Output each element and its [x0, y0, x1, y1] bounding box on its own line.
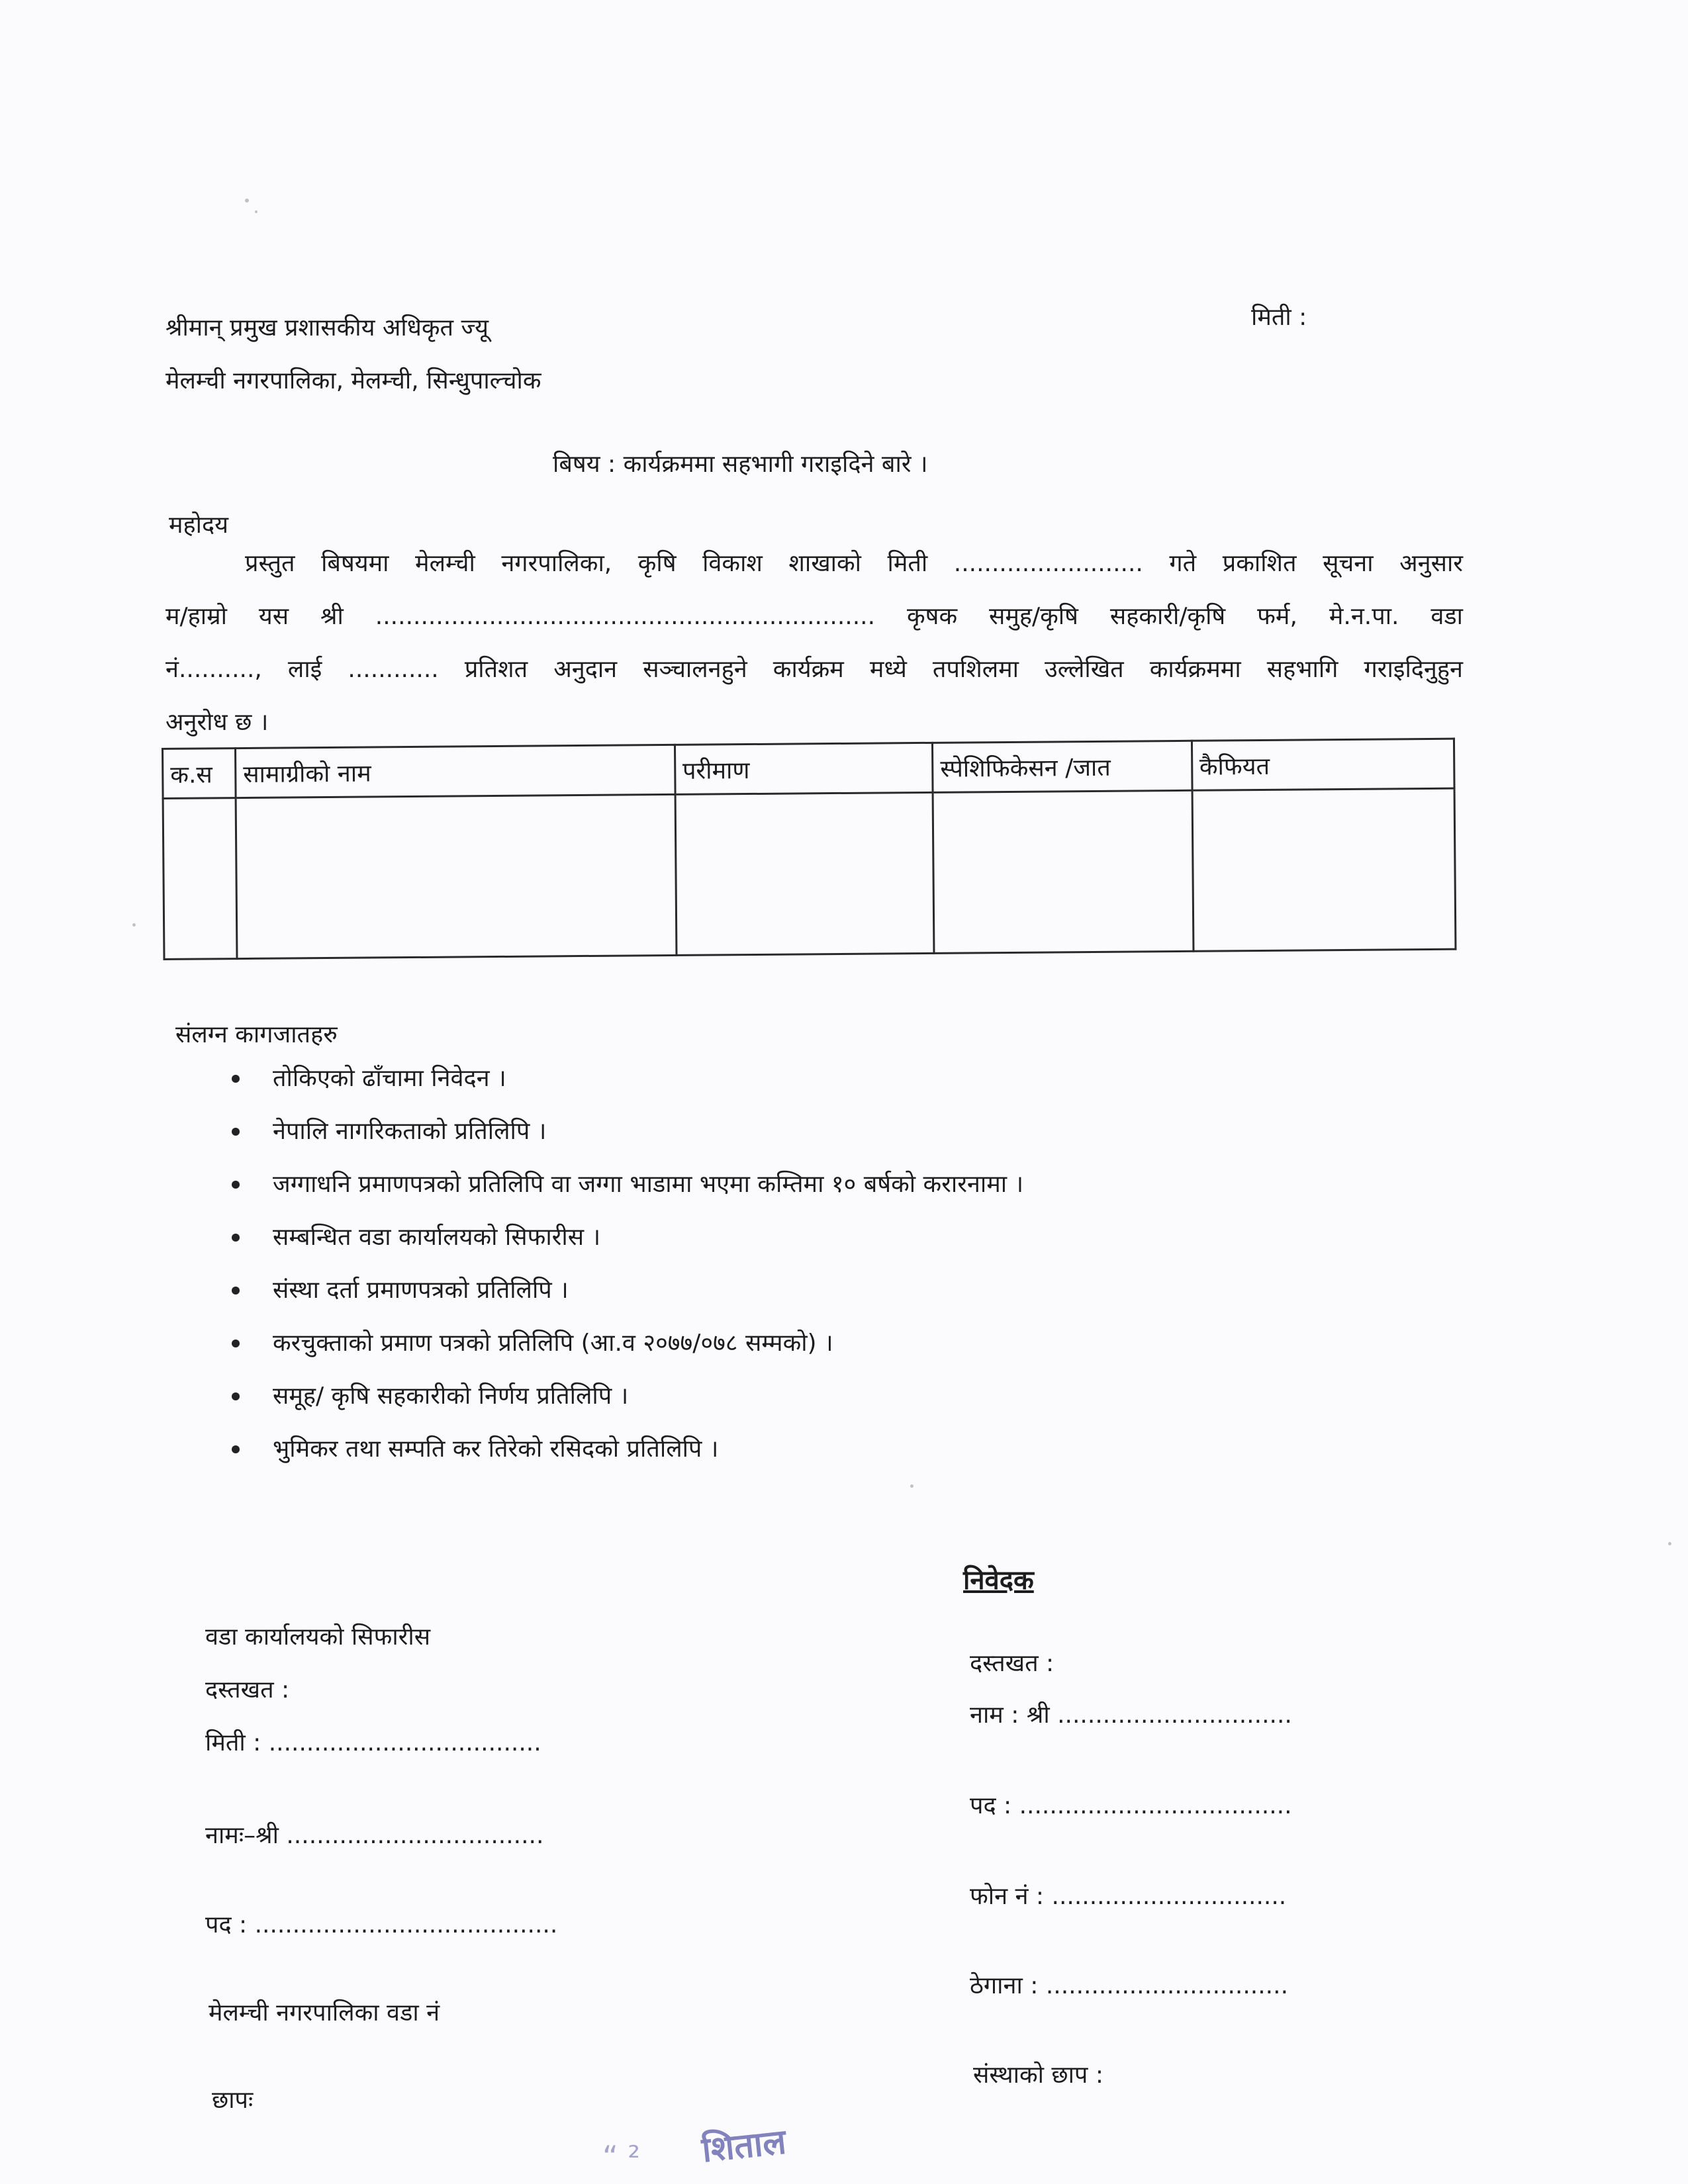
applicant-signature-field[interactable]: दस्तखत : — [970, 1650, 1055, 1677]
attachment-text: करचुक्ताको प्रमाण पत्रको प्रतिलिपि (आ.व २०७७/०७८ सम्मको) । — [273, 1330, 833, 1357]
cell-serial[interactable] — [163, 798, 237, 960]
scan-speck — [132, 923, 136, 927]
cell-item-name[interactable] — [236, 794, 677, 958]
ward-title: वडा कार्यालयको सिफारीस — [205, 1623, 431, 1651]
header-specification: स्पेशिफिकेसन /जात — [933, 741, 1192, 792]
scan-speck — [910, 1484, 914, 1488]
applicant-org-stamp-field[interactable]: संस्थाको छाप : — [973, 2062, 1103, 2089]
list-item — [232, 1158, 1023, 1211]
ward-signature-field[interactable]: दस्तखत : — [205, 1676, 290, 1704]
attachments-list — [232, 1052, 1023, 1476]
bullet-icon — [232, 1075, 240, 1083]
applicant-post-field[interactable]: पद : .................................... — [970, 1792, 1292, 1819]
list-item — [232, 1105, 1023, 1158]
bullet-icon — [232, 1340, 240, 1347]
bullet-icon — [232, 1181, 240, 1189]
body-paragraph — [165, 537, 1463, 749]
cell-remarks[interactable] — [1192, 788, 1456, 951]
official-stamp: शिताल — [700, 2122, 788, 2171]
body-line-3: नं.........., लाई ............ प्रतिशत अनुदान सञ्चालनहुने कार्यक्रम मध्ये तपशिलमा उल्लेखित कार्यक्रममा सहभागि गराइदिनुहुन — [165, 656, 1463, 683]
applicant-address-field[interactable]: ठेगाना : ................................ — [970, 1972, 1289, 1999]
header-remarks: कैफियत — [1192, 739, 1454, 790]
bullet-icon — [232, 1287, 240, 1295]
body-line-1: प्रस्तुत बिषयमा मेलम्ची नगरपालिका, कृषि विकाश शाखाको मिती ......................... गते प्रकाशित सूचना अनुसार — [245, 550, 1463, 577]
addressee-line-2: मेलम्ची नगरपालिका, मेलम्ची, सिन्धुपाल्चोक — [165, 367, 541, 394]
attachment-text: संस्था दर्ता प्रमाणपत्रको प्रतिलिपि । — [273, 1277, 569, 1304]
salutation: महोदय — [169, 512, 228, 539]
attachment-text: नेपालि नागरिकताको प्रतिलिपि । — [273, 1118, 547, 1145]
header-item-name: सामाग्रीको नाम — [235, 745, 675, 797]
attachment-text: समूह/ कृषि सहकारीको निर्णय प्रतिलिपि । — [273, 1383, 629, 1410]
bullet-icon — [232, 1128, 240, 1136]
table-row — [163, 788, 1456, 959]
scan-speck — [245, 199, 249, 203]
attachment-text: सम्बन्धित वडा कार्यालयको सिफारीस । — [273, 1224, 601, 1251]
date-label: मिती : — [1251, 304, 1307, 331]
ward-post-field[interactable]: पद : ........................................ — [205, 1911, 558, 1938]
list-item — [232, 1264, 1023, 1317]
cell-quantity[interactable] — [675, 792, 934, 955]
applicant-title: निवेदक — [963, 1565, 1034, 1596]
applicant-phone-field[interactable]: फोन नं : ............................... — [970, 1883, 1287, 1910]
subject-line: बिषय : कार्यक्रममा सहभागी गराइदिने बारे । — [553, 451, 928, 478]
bullet-icon — [232, 1234, 240, 1242]
list-item — [232, 1317, 1023, 1370]
attachments-title: संलग्न कागजातहरु — [175, 1021, 338, 1048]
cell-specification[interactable] — [933, 790, 1193, 953]
applicant-name-field[interactable]: नाम : श्री ............................... — [970, 1702, 1292, 1729]
header-quantity: परीमाण — [675, 743, 933, 794]
ward-date-field[interactable]: मिती : .................................... — [205, 1729, 541, 1756]
ward-name-field[interactable]: नामः–श्री .................................. — [205, 1822, 544, 1849]
attachment-text: भुमिकर तथा सम्पति कर तिरेको रसिदको प्रतिलिपि । — [273, 1435, 719, 1463]
ward-stamp-field[interactable]: छापः — [212, 2087, 254, 2114]
body-line-4: अनुरोध छ । — [165, 709, 269, 736]
list-item — [232, 1211, 1023, 1264]
attachment-text: जग्गाधनि प्रमाणपत्रको प्रतिलिपि वा जग्गा भाडामा भएमा कम्तिमा १० बर्षको करारनामा । — [273, 1171, 1024, 1198]
attachment-text: तोकिएको ढाँचामा निवेदन । — [273, 1065, 506, 1092]
items-table — [162, 738, 1456, 960]
scan-speck — [255, 210, 258, 213]
bullet-icon — [232, 1392, 240, 1400]
body-line-2: म/हाम्रो यस श्री .................................................................. कृषक समुह/कृषि सहकारी/कृषि फर्म, मे.न.पा. वडा — [165, 603, 1463, 630]
bullet-icon — [232, 1445, 240, 1453]
list-item — [232, 1052, 1023, 1105]
addressee-line-1: श्रीमान् प्रमुख प्रशासकीय अधिकृत ज्यू — [165, 314, 489, 341]
header-serial: क.स — [163, 749, 236, 799]
stamp-mark-icon: “ ² — [602, 2139, 640, 2175]
scan-speck — [1668, 1542, 1671, 1545]
ward-municipality-field[interactable]: मेलम्ची नगरपालिका वडा नं — [209, 1999, 440, 2026]
list-item — [232, 1370, 1023, 1423]
list-item — [232, 1423, 1023, 1476]
